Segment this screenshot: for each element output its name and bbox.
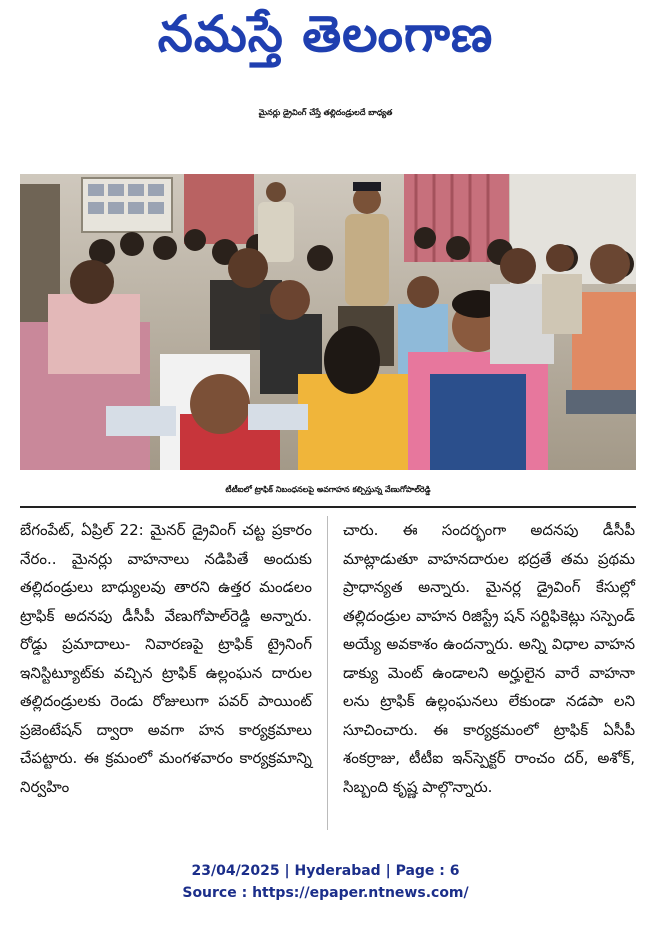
photo-caption: టీటీఐలో ట్రాఫిక్ నిబంధనలపై అవగాహన కల్పిస్తున్న వేణుగోపాల్‌రెడ్డి	[20, 474, 636, 508]
article-headline: మైనర్లు డ్రైవింగ్ చేస్తే తల్లిదండ్రులదే బాధ్యత	[258, 108, 393, 117]
article-body-column-right: చారు. ఈ సందర్భంగా అదనపు డీసీపీ మాట్లాడుతూ వాహనదారుల భద్రతే తమ ప్రథమ ప్రాధాన్యత అన్నారు. మైనర్ల డ్రైవింగ్ కేసుల్లో తల్లిదండ్రుల వాహన రిజిస్ట్రే షన్ సర్టిఫికెట్లు సస్పెండ్ అయ్యే అవకాశం ఉందన్నారు. అన్ని విధాల వాహన డాక్యు మెంట్ ఉండాలని అర్హులైన వారే వాహనా లను ట్రాఫిక్ ఉల్లంఘనలు లేకుండా నడపా లని సూచించారు. ఈ కార్యక్రమంలో ట్రాఫిక్ ఏసీపీ శంకర్రాజు, టీటీఐ ఇన్‌స్పెక్టర్ రాంచం దర్, అశోక్, సిబ్బంది కృష్ణ పాల్గొన్నారు.	[343, 521, 635, 796]
article-photo	[20, 174, 636, 470]
source-link[interactable]: Source : https://epaper.ntnews.com/	[182, 885, 469, 901]
article-body-column-left: బేగంపేట్, ఏప్రిల్ 22: మైనర్ డ్రైవింగ్ చట్ట ప్రకారం నేరం.. మైనర్లు వాహనాలు నడిపితే అందుకు తల్లిదండ్రులు బాధ్యులవు తారని ఉత్తర మండలం ట్రాఫిక్ అదనపు డీసీపీ వేణుగోపాల్‌రెడ్డి అన్నారు. రోడ్డు ప్రమాదాలు- నివారణపై ట్రాఫిక్ ట్రైనింగ్ ఇనిస్టిట్యూట్‌కు వచ్చిన ట్రాఫిక్ ఉల్లంఘన దారుల తల్లిదండ్రులకు రెండు రోజులుగా పవర్ పాయింట్ ప్రజెంటేషన్ ద్వారా అవగా హన కార్యక్రమాలు చేపట్టారు. ఈ క్రమంలో మంగళవారం కార్యక్రమాన్ని నిర్వహిం	[20, 521, 312, 796]
masthead-logo: నమస్తే తెలంగాణ	[157, 4, 494, 63]
edition-info: 23/04/2025 | Hyderabad | Page : 6	[191, 863, 460, 879]
masthead	[0, 0, 651, 80]
column-divider	[327, 516, 328, 830]
photo-illustration	[20, 174, 636, 470]
page-footer	[0, 860, 651, 904]
